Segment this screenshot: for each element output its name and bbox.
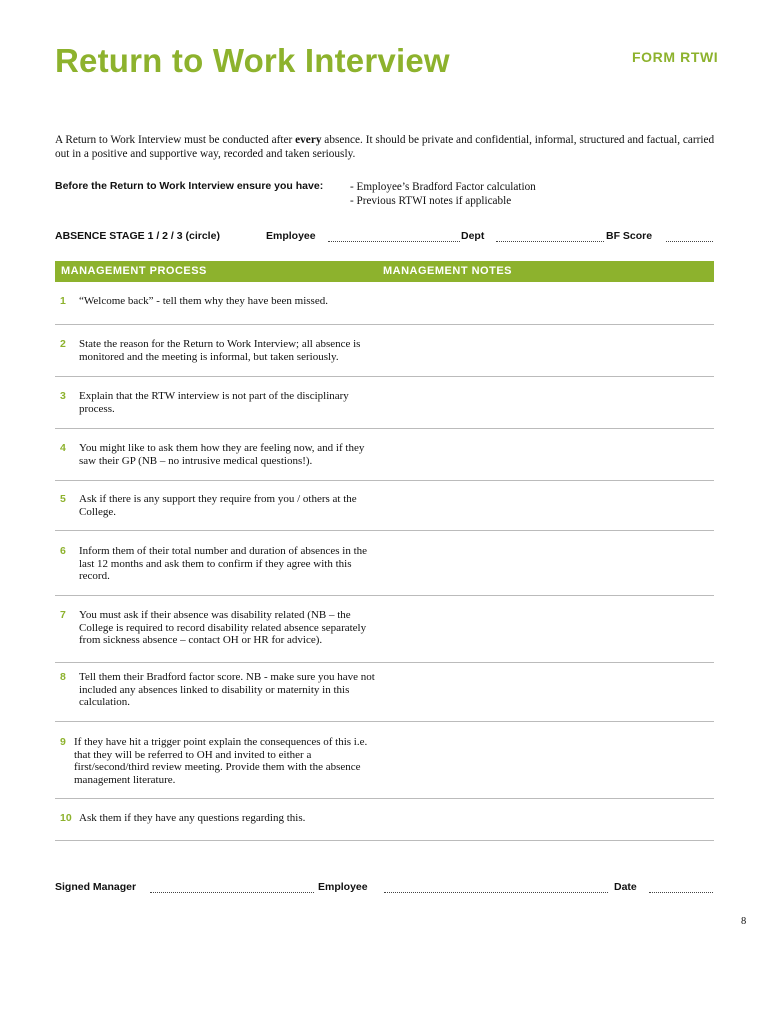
- dept-label: Dept: [461, 230, 485, 242]
- signed-manager-label: Signed Manager: [55, 881, 137, 893]
- step-text: Ask if there is any support they require from you / others at the College.: [79, 493, 357, 518]
- employee-label: Employee: [266, 230, 316, 242]
- step-number: 7: [60, 609, 66, 621]
- bf-score-label: BF Score: [606, 230, 653, 242]
- signature-employee-field[interactable]: [384, 882, 608, 893]
- step-number: 8: [60, 671, 66, 683]
- step-text: Explain that the RTW interview is not part of the disciplinary process.: [79, 390, 349, 415]
- form-code: FORM RTWI: [632, 49, 719, 65]
- process-column-header: MANAGEMENT PROCESS: [61, 265, 207, 277]
- step-number: 6: [60, 545, 66, 557]
- row-divider: [55, 721, 714, 722]
- step-text: You must ask if their absence was disability related (NB – the College is required to record disability related absence separately from sickness absence – contact OH or HR for advice).: [79, 609, 367, 647]
- date-field[interactable]: [649, 882, 713, 893]
- signed-manager-field[interactable]: [150, 882, 314, 893]
- row-divider: [55, 324, 714, 325]
- step-number: 10: [60, 812, 72, 824]
- dept-field[interactable]: [496, 231, 604, 242]
- step-text: If they have hit a trigger point explain the consequences of this i.e. that they will be referred to OH and invited to either a first/second/third review meeting. Provide them with the absence management literature.: [74, 736, 368, 786]
- before-label: Before the Return to Work Interview ensure you have:: [55, 180, 324, 192]
- bf-score-field[interactable]: [666, 231, 713, 242]
- intro-emphasis: every: [295, 134, 322, 146]
- step-text: Tell them their Bradford factor score. NB - make sure you have not included any absences linked to disability or maternity in this calculation.: [79, 671, 375, 709]
- step-text: Ask them if they have any questions regarding this.: [79, 812, 306, 824]
- intro-text-1: A Return to Work Interview must be conducted after: [55, 134, 296, 146]
- row-divider: [55, 428, 714, 429]
- row-divider: [55, 798, 714, 799]
- row-divider: [55, 376, 714, 377]
- row-divider: [55, 662, 714, 663]
- step-number: 9: [60, 736, 66, 748]
- row-divider: [55, 840, 714, 841]
- row-divider: [55, 480, 714, 481]
- signature-employee-label: Employee: [318, 881, 368, 893]
- table-header-bar: [55, 261, 714, 282]
- row-divider: [55, 595, 714, 596]
- step-number: 5: [60, 493, 66, 505]
- row-divider: [55, 530, 714, 531]
- step-text: You might like to ask them how they are feeling now, and if they saw their GP (NB – no intrusive medical questions!).: [79, 442, 365, 467]
- notes-column-header: MANAGEMENT NOTES: [383, 265, 512, 277]
- employee-field[interactable]: [328, 231, 460, 242]
- step-number: 2: [60, 338, 66, 350]
- page-number: 8: [741, 916, 747, 927]
- date-label: Date: [614, 881, 637, 893]
- step-text: State the reason for the Return to Work Interview; all absence is monitored and the meeting is informal, but taken seriously.: [79, 338, 361, 363]
- absence-stage-label: ABSENCE STAGE 1 / 2 / 3 (circle): [55, 230, 220, 242]
- step-number: 1: [60, 295, 66, 307]
- step-number: 4: [60, 442, 66, 454]
- intro-text-2: absence. It should be private and confidential, informal, structured and factual, carried out in a positive and supportive way, recorded and taken seriously.: [55, 134, 715, 160]
- step-text: “Welcome back” - tell them why they have been missed.: [79, 295, 328, 307]
- intro-paragraph: [55, 134, 720, 161]
- checklist-item: - Previous RTWI notes if applicable: [350, 195, 512, 207]
- step-number: 3: [60, 390, 66, 402]
- step-text: Inform them of their total number and duration of absences in the last 12 months and ask them to confirm if they agree with this record.: [79, 545, 368, 583]
- checklist-item: - Employee’s Bradford Factor calculation: [350, 181, 536, 193]
- before-checklist: [350, 180, 536, 208]
- page-title: Return to Work Interview: [55, 42, 450, 79]
